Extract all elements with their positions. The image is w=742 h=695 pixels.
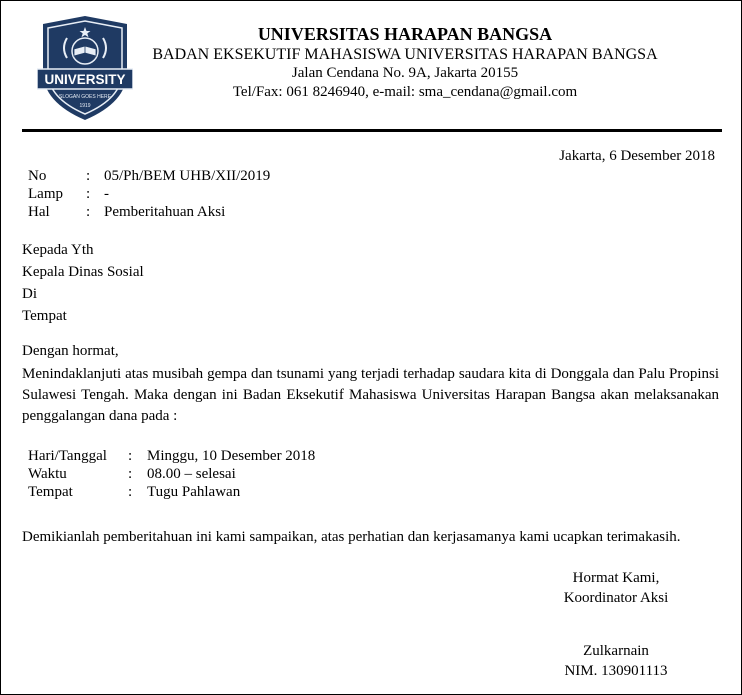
logo-slogan-text: SLOGAN GOES HERE [59,94,111,100]
organization-name: BADAN EKSEKUTIF MAHASISWA UNIVERSITAS HARAPAN BANGSA [152,46,658,63]
meta-sep: : [86,186,91,202]
organization-contact: Tel/Fax: 061 8246940, e-mail: sma_cendana@gmail.com [232,84,578,100]
greeting: Dengan hormat, [22,343,119,359]
meta-value: - [104,186,109,202]
signature-heading [546,568,686,608]
event-key: Tempat [28,484,73,500]
organization-address: Jalan Cendana No. 9A, Jakarta 20155 [291,65,519,81]
university-logo [37,14,133,122]
event-row-time [28,465,315,483]
recipient-line: Kepala Dinas Sosial [22,264,144,280]
letterhead [145,23,665,102]
event-row-place [28,483,315,501]
signature-salutation: Hormat Kami, [572,570,660,586]
event-key: Hari/Tanggal [28,448,107,464]
signature-signer [546,641,686,681]
meta-value: 05/Ph/BEM UHB/XII/2019 [104,168,271,184]
meta-key: Hal [28,204,50,220]
closing-paragraph: Demikianlah pemberitahuan ini kami sampaikan, atas perhatian dan kerjasamanya kami ucapkan terimakasih. [22,529,681,545]
event-value: Tugu Pahlawan [147,484,241,500]
event-row-date [28,447,315,465]
signature-nim: NIM. 130901113 [564,663,668,679]
university-name: UNIVERSITAS HARAPAN BANGSA [257,24,553,44]
event-sep: : [128,448,133,464]
event-details [28,447,315,501]
meta-key: Lamp [28,186,63,202]
meta-row-subject [28,203,270,221]
signature-role: Koordinator Aksi [563,590,669,606]
meta-row-number [28,167,270,185]
event-key: Waktu [28,466,67,482]
letterhead-divider [22,129,722,132]
meta-row-attachment [28,185,270,203]
signature-name: Zulkarnain [583,643,649,659]
logo-year-text: 1919 [79,103,91,109]
recipient-line: Di [22,286,37,302]
recipient-line: Kepada Yth [22,242,94,258]
meta-sep: : [86,168,91,184]
event-sep: : [128,466,133,482]
event-value: 08.00 – selesai [147,466,236,482]
letter-meta [28,167,270,221]
meta-key: No [28,168,47,184]
meta-value: Pemberitahuan Aksi [104,204,226,220]
event-sep: : [128,484,133,500]
recipient-block [22,239,144,327]
letter-date: Jakarta, 6 Desember 2018 [559,148,715,164]
meta-sep: : [86,204,91,220]
event-value: Minggu, 10 Desember 2018 [147,448,316,464]
recipient-line: Tempat [22,308,67,324]
body-paragraph: Menindaklanjuti atas musibah gempa dan tsunami yang terjadi terhadap saudara kita di Donggala dan Palu Propinsi Sulawesi Tengah. Maka dengan ini Badan Eksekutif Mahasiswa Universitas Harapan Bangsa akan melaksanakan penggalangan dana pada : [22,366,719,424]
logo-banner-text: UNIVERSITY [44,72,126,87]
